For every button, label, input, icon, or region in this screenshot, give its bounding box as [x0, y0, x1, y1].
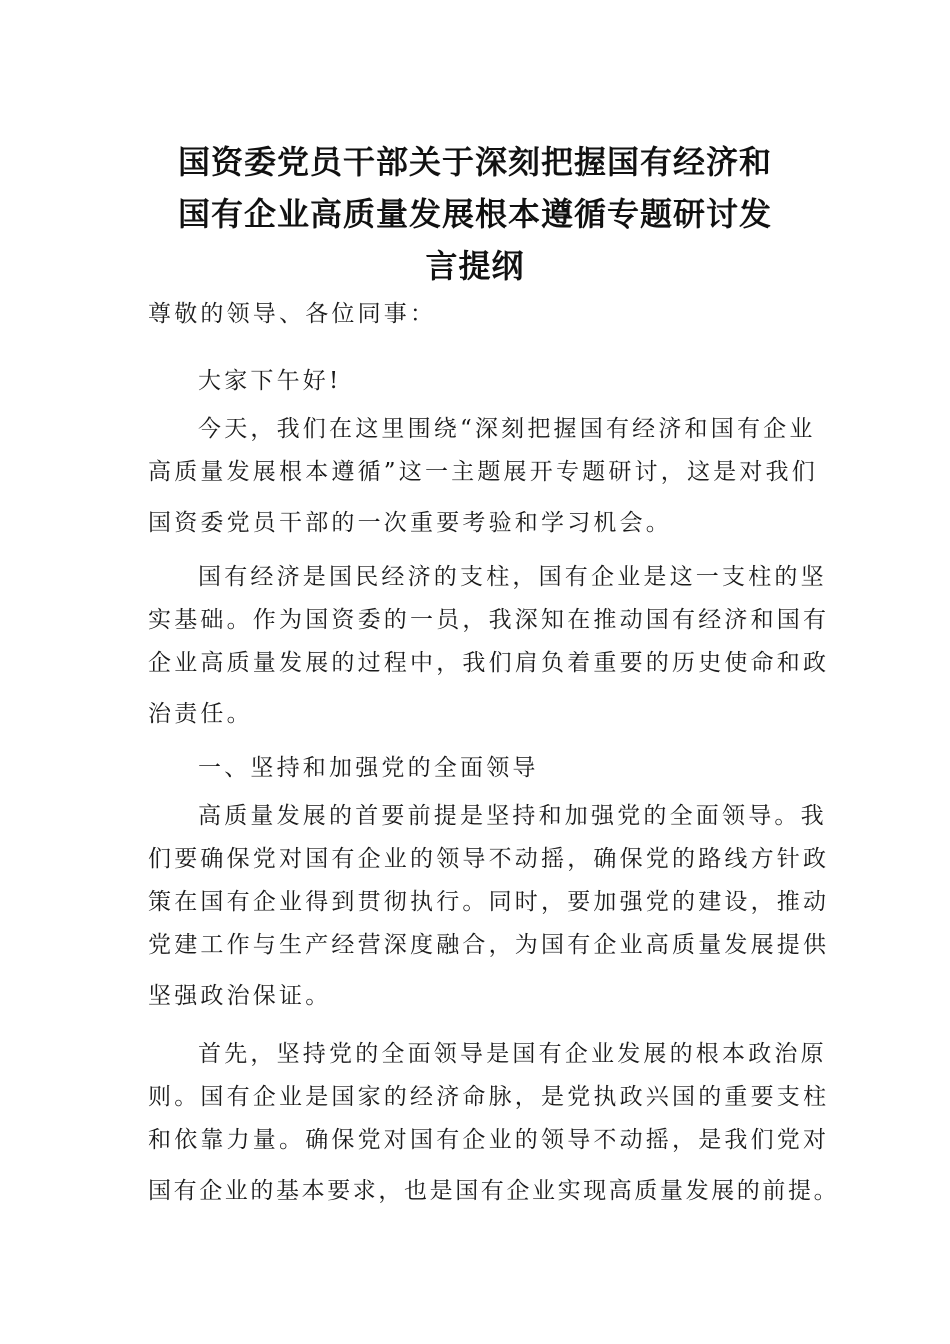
title-line: 国有企业高质量发展根本遵循专题研讨发: [177, 195, 772, 233]
paragraph-line: 首先，坚持党的全面领导是国有企业发展的根本政治原: [198, 1041, 827, 1067]
paragraph-line: 今天，我们在这里围绕“深刻把握国有经济和国有企业: [198, 416, 816, 442]
paragraph-line: 国资委党员干部的一次重要考验和学习机会。: [148, 510, 672, 536]
paragraph-line: 策在国有企业得到贯彻执行。同时，要加强党的建设，推动: [148, 889, 830, 915]
paragraph-pillar: [148, 556, 830, 736]
paragraph-line: 实基础。作为国资委的一员，我深知在推动国有经济和国有: [148, 607, 830, 633]
paragraph-line: 企业高质量发展的过程中，我们肩负着重要的历史使命和政: [148, 650, 830, 676]
paragraph-line: 坚强政治保证。: [148, 983, 332, 1009]
paragraph-principle: [148, 1033, 840, 1213]
paragraph-line: 高质量发展根本遵循”这一主题展开专题研讨，这是对我们: [148, 459, 818, 485]
paragraph-leadership: [148, 795, 830, 1018]
greeting-text: 大家下午好!: [198, 368, 342, 394]
paragraph-line: 则。国有企业是国家的经济命脉，是党执政兴国的重要支柱: [148, 1084, 830, 1110]
section-heading-text: 一、坚持和加强党的全面领导: [198, 755, 539, 781]
paragraph-intro: [148, 408, 818, 545]
paragraph-line: 国有企业的基本要求，也是国有企业实现高质量发展的前提。: [148, 1178, 840, 1204]
paragraph-line: 国有经济是国民经济的支柱，国有企业是这一支柱的坚: [198, 564, 827, 590]
paragraph-line: 党建工作与生产经营深度融合，为国有企业高质量发展提供: [148, 932, 830, 958]
salutation-text: 尊敬的领导、各位同事：: [148, 301, 437, 327]
paragraph-line: 和依靠力量。确保党对国有企业的领导不动摇，是我们党对: [148, 1127, 830, 1153]
salutation: [148, 293, 808, 336]
paragraph-line: 高质量发展的首要前提是坚持和加强党的全面领导。我: [198, 803, 827, 829]
document-title: [150, 136, 800, 292]
title-line: 国资委党员干部关于深刻把握国有经济和: [177, 143, 772, 181]
paragraph-line: 治责任。: [148, 701, 253, 727]
paragraph-line: 们要确保党对国有企业的领导不动摇，确保党的路线方针政: [148, 846, 830, 872]
section-heading: [148, 747, 808, 790]
title-line: 言提纲: [425, 247, 525, 285]
greeting: [148, 360, 808, 403]
